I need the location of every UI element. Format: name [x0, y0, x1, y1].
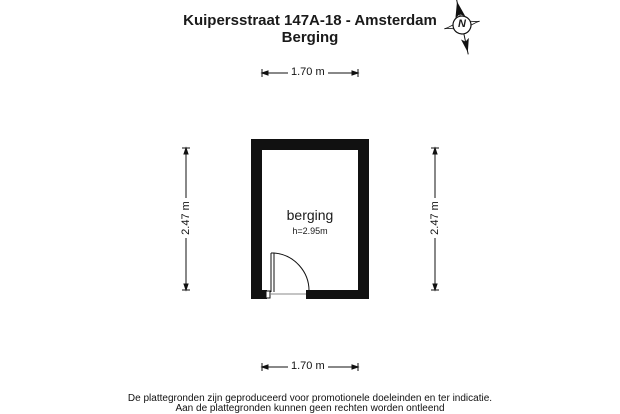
right-dimension-label: 2.47 m	[429, 198, 441, 238]
left-dimension-label: 2.47 m	[180, 198, 192, 238]
room-name: berging	[286, 207, 334, 223]
room-ceiling-height: h=2.95m	[292, 226, 328, 236]
bottom-dimension-label: 1.70 m	[288, 360, 328, 372]
disclaimer-line-2: Aan de plattegronden kunnen geen rechten worden ontleend	[175, 403, 445, 414]
page-title: Kuipersstraat 147A-18 - Amsterdam	[183, 12, 437, 29]
top-dimension-label: 1.70 m	[288, 66, 328, 78]
page-subtitle: Berging	[281, 29, 339, 46]
compass-label: N	[458, 18, 466, 30]
door-icon	[271, 253, 309, 294]
door-jamb-left	[266, 291, 270, 298]
disclaimer-line-1: De plattegronden zijn geproduceerd voor promotionele doeleinden en ter indicatie.	[127, 393, 493, 404]
